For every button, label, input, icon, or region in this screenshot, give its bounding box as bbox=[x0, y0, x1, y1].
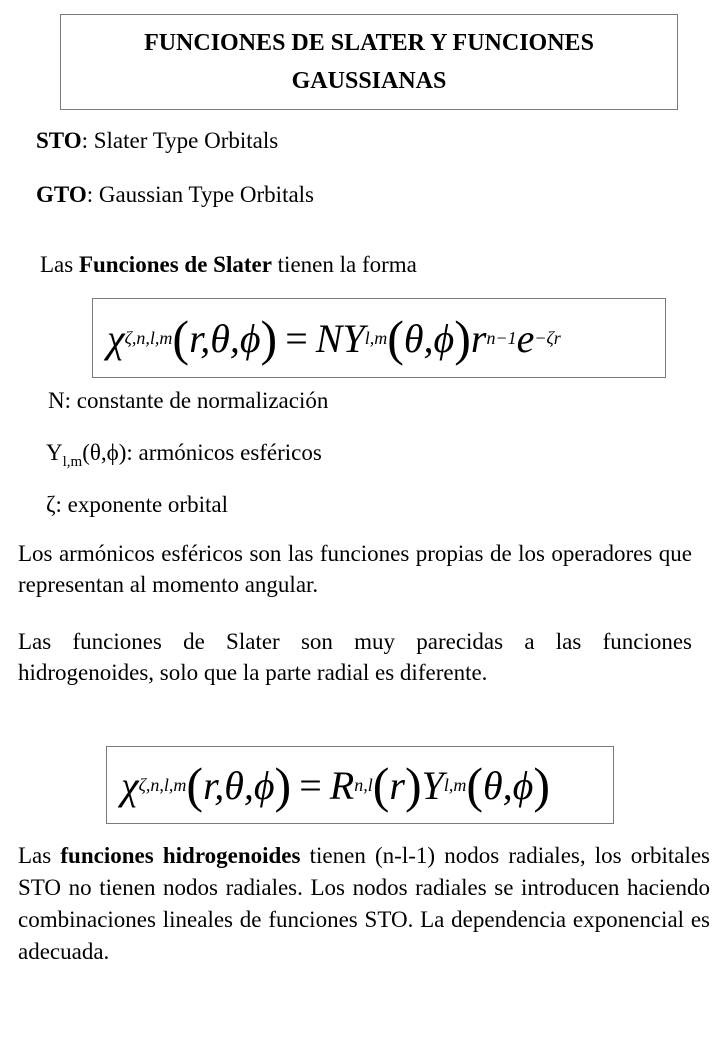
f1-r: r bbox=[470, 315, 487, 361]
f2-rparen: ) bbox=[274, 757, 292, 813]
f2-R-sub: n,l bbox=[354, 774, 373, 795]
intro-pre: Las bbox=[40, 252, 79, 277]
intro-bold: Funciones de Slater bbox=[78, 252, 272, 277]
f1-r-exp: n−1 bbox=[486, 327, 517, 348]
paragraph-hidrogenoides bbox=[18, 840, 710, 968]
f2-R-lparen: ( bbox=[372, 757, 390, 813]
f2-equals: = bbox=[299, 762, 322, 808]
f1-y-rparen: ) bbox=[454, 310, 471, 366]
def-y-rest: (θ,ϕ): armónicos esféricos bbox=[82, 440, 322, 465]
f2-R: R bbox=[329, 762, 355, 808]
gto-abbr: GTO bbox=[36, 182, 87, 207]
f1-lparen: ( bbox=[172, 310, 190, 366]
def-n: N: constante de normalización bbox=[48, 388, 329, 413]
def-y-sub: l,m bbox=[62, 454, 83, 470]
f2-Y-lparen: ( bbox=[466, 757, 484, 813]
f2-Y-args: θ,ϕ bbox=[483, 762, 534, 808]
gto-line bbox=[36, 182, 314, 208]
para3-bold: funciones hidrogenoides bbox=[60, 843, 301, 868]
sto-abbr: STO bbox=[36, 128, 82, 153]
f1-rhs-pre: NY bbox=[315, 315, 365, 361]
f1-e: e bbox=[516, 315, 535, 361]
f1-e-exp: −ζr bbox=[534, 327, 561, 348]
def-y bbox=[46, 440, 322, 471]
title-box bbox=[60, 14, 678, 110]
intro-post: tienen la forma bbox=[271, 252, 417, 277]
f2-lparen: ( bbox=[186, 757, 204, 813]
def-zeta: ζ: exponente orbital bbox=[46, 492, 228, 517]
f1-y-args: θ,ϕ bbox=[403, 315, 455, 361]
sto-text: : Slater Type Orbitals bbox=[81, 128, 279, 153]
paragraph-armonicos: Los armónicos esféricos son las funciones propias de los operadores que representan al momento angular. bbox=[18, 541, 692, 597]
f1-chi: χ bbox=[107, 315, 125, 361]
f2-chi-sub: ζ,n,l,m bbox=[138, 774, 187, 795]
para3-pre: Las bbox=[18, 843, 61, 868]
intro-line bbox=[40, 252, 417, 278]
paragraph-slater: Las funciones de Slater son muy parecidas a las funciones hidrogenoides, solo que la parte radial es diferente. bbox=[18, 629, 692, 685]
f1-rparen: ) bbox=[260, 310, 278, 366]
gto-text: : Gaussian Type Orbitals bbox=[86, 182, 315, 207]
page-title: FUNCIONES DE SLATER Y FUNCIONES GAUSSIANAS bbox=[144, 30, 594, 94]
f2-args: r,θ,ϕ bbox=[203, 762, 275, 808]
f1-args: r,θ,ϕ bbox=[189, 315, 261, 361]
f2-chi: χ bbox=[121, 762, 139, 808]
f1-y-lparen: ( bbox=[387, 310, 404, 366]
radial-formula bbox=[106, 746, 614, 824]
para3-post: tienen (n-l-1) nodos radiales, los orbitales STO no tienen nodos radiales. Los nodos radiales se introducen haciendo combinaciones lineales de funciones STO. La dependencia exponencial es adecuada. bbox=[18, 843, 710, 964]
f1-equals: = bbox=[285, 315, 308, 361]
f2-Y: Y bbox=[421, 762, 444, 808]
sto-line bbox=[36, 128, 278, 154]
f2-R-rparen: ) bbox=[404, 757, 422, 813]
f2-R-arg: r bbox=[389, 762, 405, 808]
def-y-letter: Y bbox=[46, 440, 63, 465]
f1-y-sub: l,m bbox=[364, 327, 388, 348]
f2-Y-sub: l,m bbox=[443, 774, 467, 795]
f2-Y-rparen: ) bbox=[533, 757, 551, 813]
slater-formula bbox=[92, 298, 666, 378]
f1-chi-sub: ζ,n,l,m bbox=[124, 327, 173, 348]
